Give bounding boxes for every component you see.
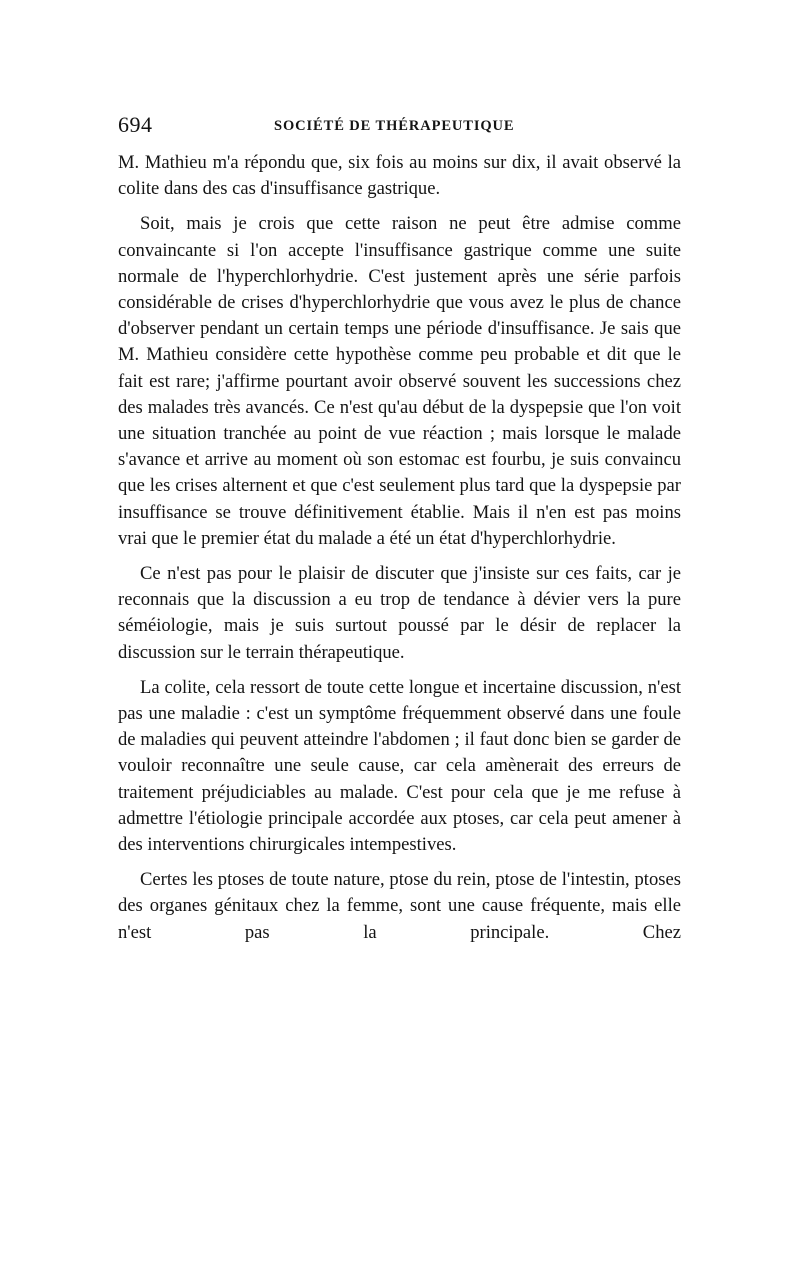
paragraph-1: M. Mathieu m'a répondu que, six fois au moins sur dix, il avait observé la colite dans des cas d'insuffisance gastrique. (118, 152, 681, 200)
paragraph-4: La colite, cela ressort de toute cette longue et incertaine discussion, n'est pas une maladie : c'est un symptôme fréquemment observé dans une foule de maladies qui peuvent atteindre l'abdomen ; il faut donc bien se garder de vouloir reconnaître une seule cause, car cela amènerait des erreurs de traitement préjudiciables au malade. C'est pour cela que je me refuse à admettre l'étiologie principale accordée aux ptoses, car cela peut amener à des interventions chirurgicales intempestives. (118, 676, 681, 856)
paragraph-3: Ce n'est pas pour le plaisir de discuter que j'insiste sur ces faits, car je reconnais que la discussion a eu trop de tendance à dévier vers la pure séméiologie, mais je suis surtout poussé par le désir de replacer la discussion sur le terrain thérapeutique. (118, 563, 681, 663)
paragraph-5: Certes les ptoses de toute nature, ptose du rein, ptose de l'intestin, ptoses des organes génitaux chez la femme, sont une cause fréquente, mais elle n'est pas la principale. Chez (118, 869, 681, 943)
page-number: 694 (118, 112, 153, 137)
running-head (118, 112, 681, 142)
paragraph-2: Soit, mais je crois que cette raison ne peut être admise comme convaincante si l'on accepte l'insuffisance gastrique comme une suite normale de l'hyperchlorhydrie. C'est justement après une série parfois considérable de crises d'hyperchlorhydrie que vous avez le plus de chance d'observer pendant un certain temps une période d'insuffisance. Je sais que M. Mathieu considère cette hypothèse comme peu probable et dit que le fait est rare; j'affirme pourtant avoir observé souvent les successions chez des malades très avancés. Ce n'est qu'au début de la dyspepsie que l'on voit une situation tranchée au point de vue réaction ; mais lorsque le malade s'avance et arrive au moment où son estomac est fourbu, je suis convaincu que les crises alternent et que c'est seulement plus tard que la dyspepsie par insuffisance se trouve définitivement établie. Mais il n'en est pas moins vrai que le premier état du malade a été un état d'hyperchlorhydrie. (118, 213, 681, 549)
document-page (118, 112, 681, 955)
running-title: SOCIÉTÉ DE THÉRAPEUTIQUE (274, 118, 515, 134)
